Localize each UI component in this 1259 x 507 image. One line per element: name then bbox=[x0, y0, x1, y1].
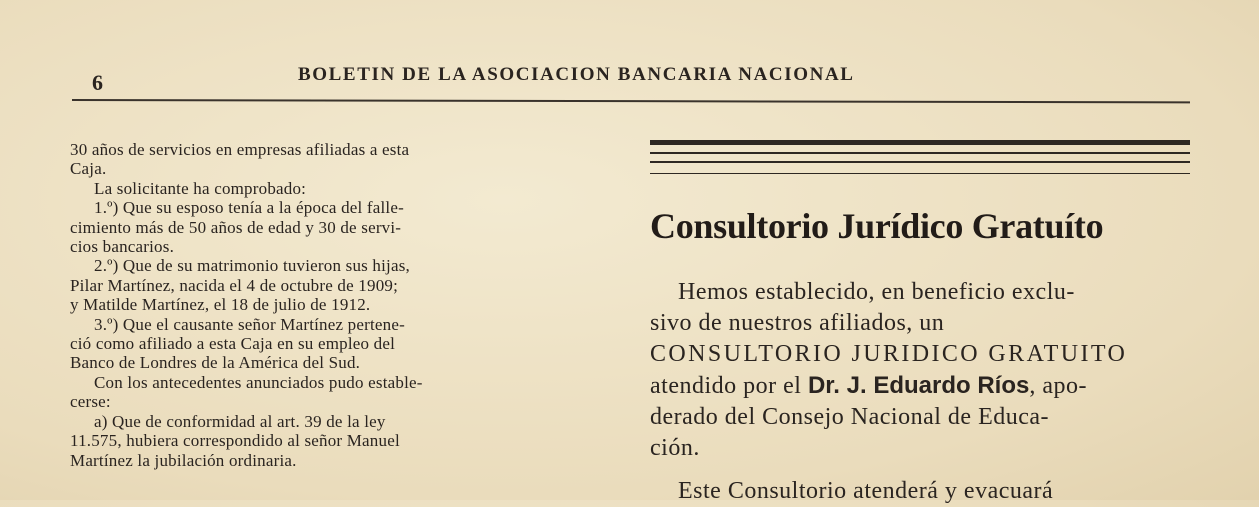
thin-rule bbox=[650, 152, 1190, 154]
paragraph-gap bbox=[650, 464, 1192, 476]
thick-rule bbox=[650, 140, 1190, 145]
text-line: cerse: bbox=[70, 392, 111, 412]
attorney-name: Dr. J. Eduardo Ríos bbox=[807, 372, 1030, 399]
text-line: 30 años de servicios en empresas afiliadas a esta bbox=[70, 140, 410, 159]
page-number: 6 bbox=[92, 70, 103, 95]
text-line: ció como afiliado a esta Caja en su empleo del bbox=[70, 334, 396, 354]
text-segment: atendido por el bbox=[650, 373, 808, 399]
journal-title: BOLETIN DE LA ASOCIACION BANCARIA NACIONAL bbox=[298, 64, 855, 85]
header-rule bbox=[72, 99, 1190, 103]
text-line: CONSULTORIO JURIDICO GRATUITO bbox=[650, 341, 1128, 367]
text-line: a) Que de conformidad al art. 39 de la ley bbox=[94, 411, 386, 431]
hairline-rule bbox=[650, 173, 1190, 174]
text-line: 3.º) Que el causante señor Martínez pertene- bbox=[94, 314, 405, 334]
text-segment: , apo- bbox=[1029, 373, 1087, 399]
text-line: cios bancarios. bbox=[70, 237, 175, 257]
text-line: cimiento más de 50 años de edad y 30 de servi- bbox=[70, 217, 402, 237]
text-line bbox=[650, 370, 1192, 402]
text-line: y Matilde Martínez, el 18 de julio de 1912. bbox=[70, 295, 371, 315]
text-line: sivo de nuestros afiliados, un bbox=[650, 310, 945, 336]
text-line: Martínez la jubilación ordinaria. bbox=[70, 450, 297, 470]
left-text-column bbox=[70, 140, 615, 470]
text-line: Caja. bbox=[70, 159, 107, 179]
page-header bbox=[0, 0, 1259, 110]
text-line: 1.º) Que su esposo tenía a la época del falle- bbox=[94, 198, 404, 218]
text-line: La solicitante ha comprobado: bbox=[94, 178, 307, 198]
article-title: Consultorio Jurídico Gratuíto bbox=[650, 206, 1104, 246]
text-line: 11.575, hubiera correspondido al señor Manuel bbox=[70, 431, 400, 451]
text-line: Banco de Londres de la América del Sud. bbox=[70, 353, 361, 373]
text-line: Este Consultorio atenderá y evacuará bbox=[678, 478, 1054, 504]
thin-rule bbox=[650, 161, 1190, 163]
text-line: Pilar Martínez, nacida el 4 de octubre de 1909; bbox=[70, 275, 399, 295]
text-line: ción. bbox=[650, 435, 700, 461]
text-line: Con los antecedentes anunciados pudo estable- bbox=[94, 372, 423, 392]
article-body bbox=[650, 277, 1192, 507]
text-line: 2.º) Que de su matrimonio tuvieron sus hijas, bbox=[94, 256, 410, 276]
text-line: Hemos establecido, en beneficio exclu- bbox=[678, 279, 1075, 305]
text-line: derado del Consejo Nacional de Educa- bbox=[650, 404, 1050, 430]
